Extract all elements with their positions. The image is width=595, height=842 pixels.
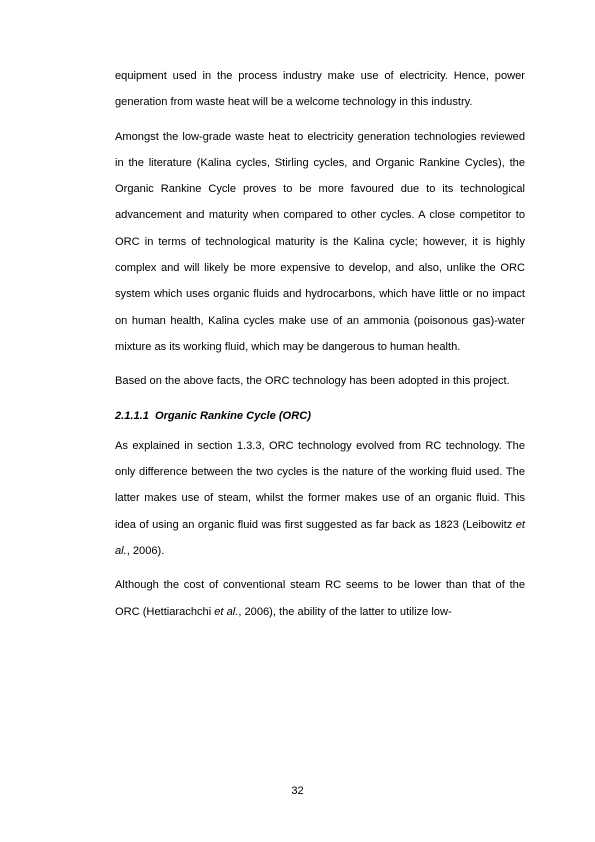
paragraph: equipment used in the process industry make use of electricity. Hence, power generation from waste heat will be a welcome technology in this industry. [115, 70, 525, 109]
section-title: Organic Rankine Cycle (ORC) [154, 409, 311, 422]
citation-et-al: et al. [214, 605, 239, 618]
paragraph [115, 433, 525, 564]
section-number: 2.1.1.1 [115, 409, 149, 422]
page-number: 32 [291, 785, 304, 797]
citation-et-al: et al. [115, 518, 525, 558]
paragraph: Based on the above facts, the ORC technology has been adopted in this project. [115, 375, 510, 388]
body-text [115, 63, 525, 625]
paragraph-text: , 2006), the ability of the latter to utilize low- [238, 605, 452, 618]
paragraph: Amongst the low-grade waste heat to electricity generation technologies reviewed in the literature (Kalina cycles, Stirling cycles, and Organic Rankine Cycles), the Organic Rankine Cycle proves to be more favoured due to its technological advancement and maturity when compared to other cycles. A close competitor to ORC in terms of technological maturity is the Kalina cycle; however, it is highly complex and will likely be more expensive to develop, and also, unlike the ORC system which uses organic fluids and hydrocarbons, which have little or no impact on human health, Kalina cycles make use of an ammonia (poisonous gas)-water mixture as its working fluid, which may be dangerous to human health. [115, 130, 525, 353]
section-heading [115, 403, 525, 429]
paragraph [115, 572, 525, 625]
paragraph-text: , 2006). [126, 545, 165, 558]
paragraph-text: As explained in section 1.3.3, ORC technology evolved from RC technology. The only difference between the two cycles is the nature of the working fluid used. The latter makes use of steam, whilst the former makes use of an organic fluid. This idea of using an organic fluid was first suggested as far back as 1823 (Leibowitz [115, 439, 525, 531]
paragraph-text: Although the cost of conventional steam RC seems to be lower than that of the ORC (Hettiarachchi [115, 579, 525, 618]
